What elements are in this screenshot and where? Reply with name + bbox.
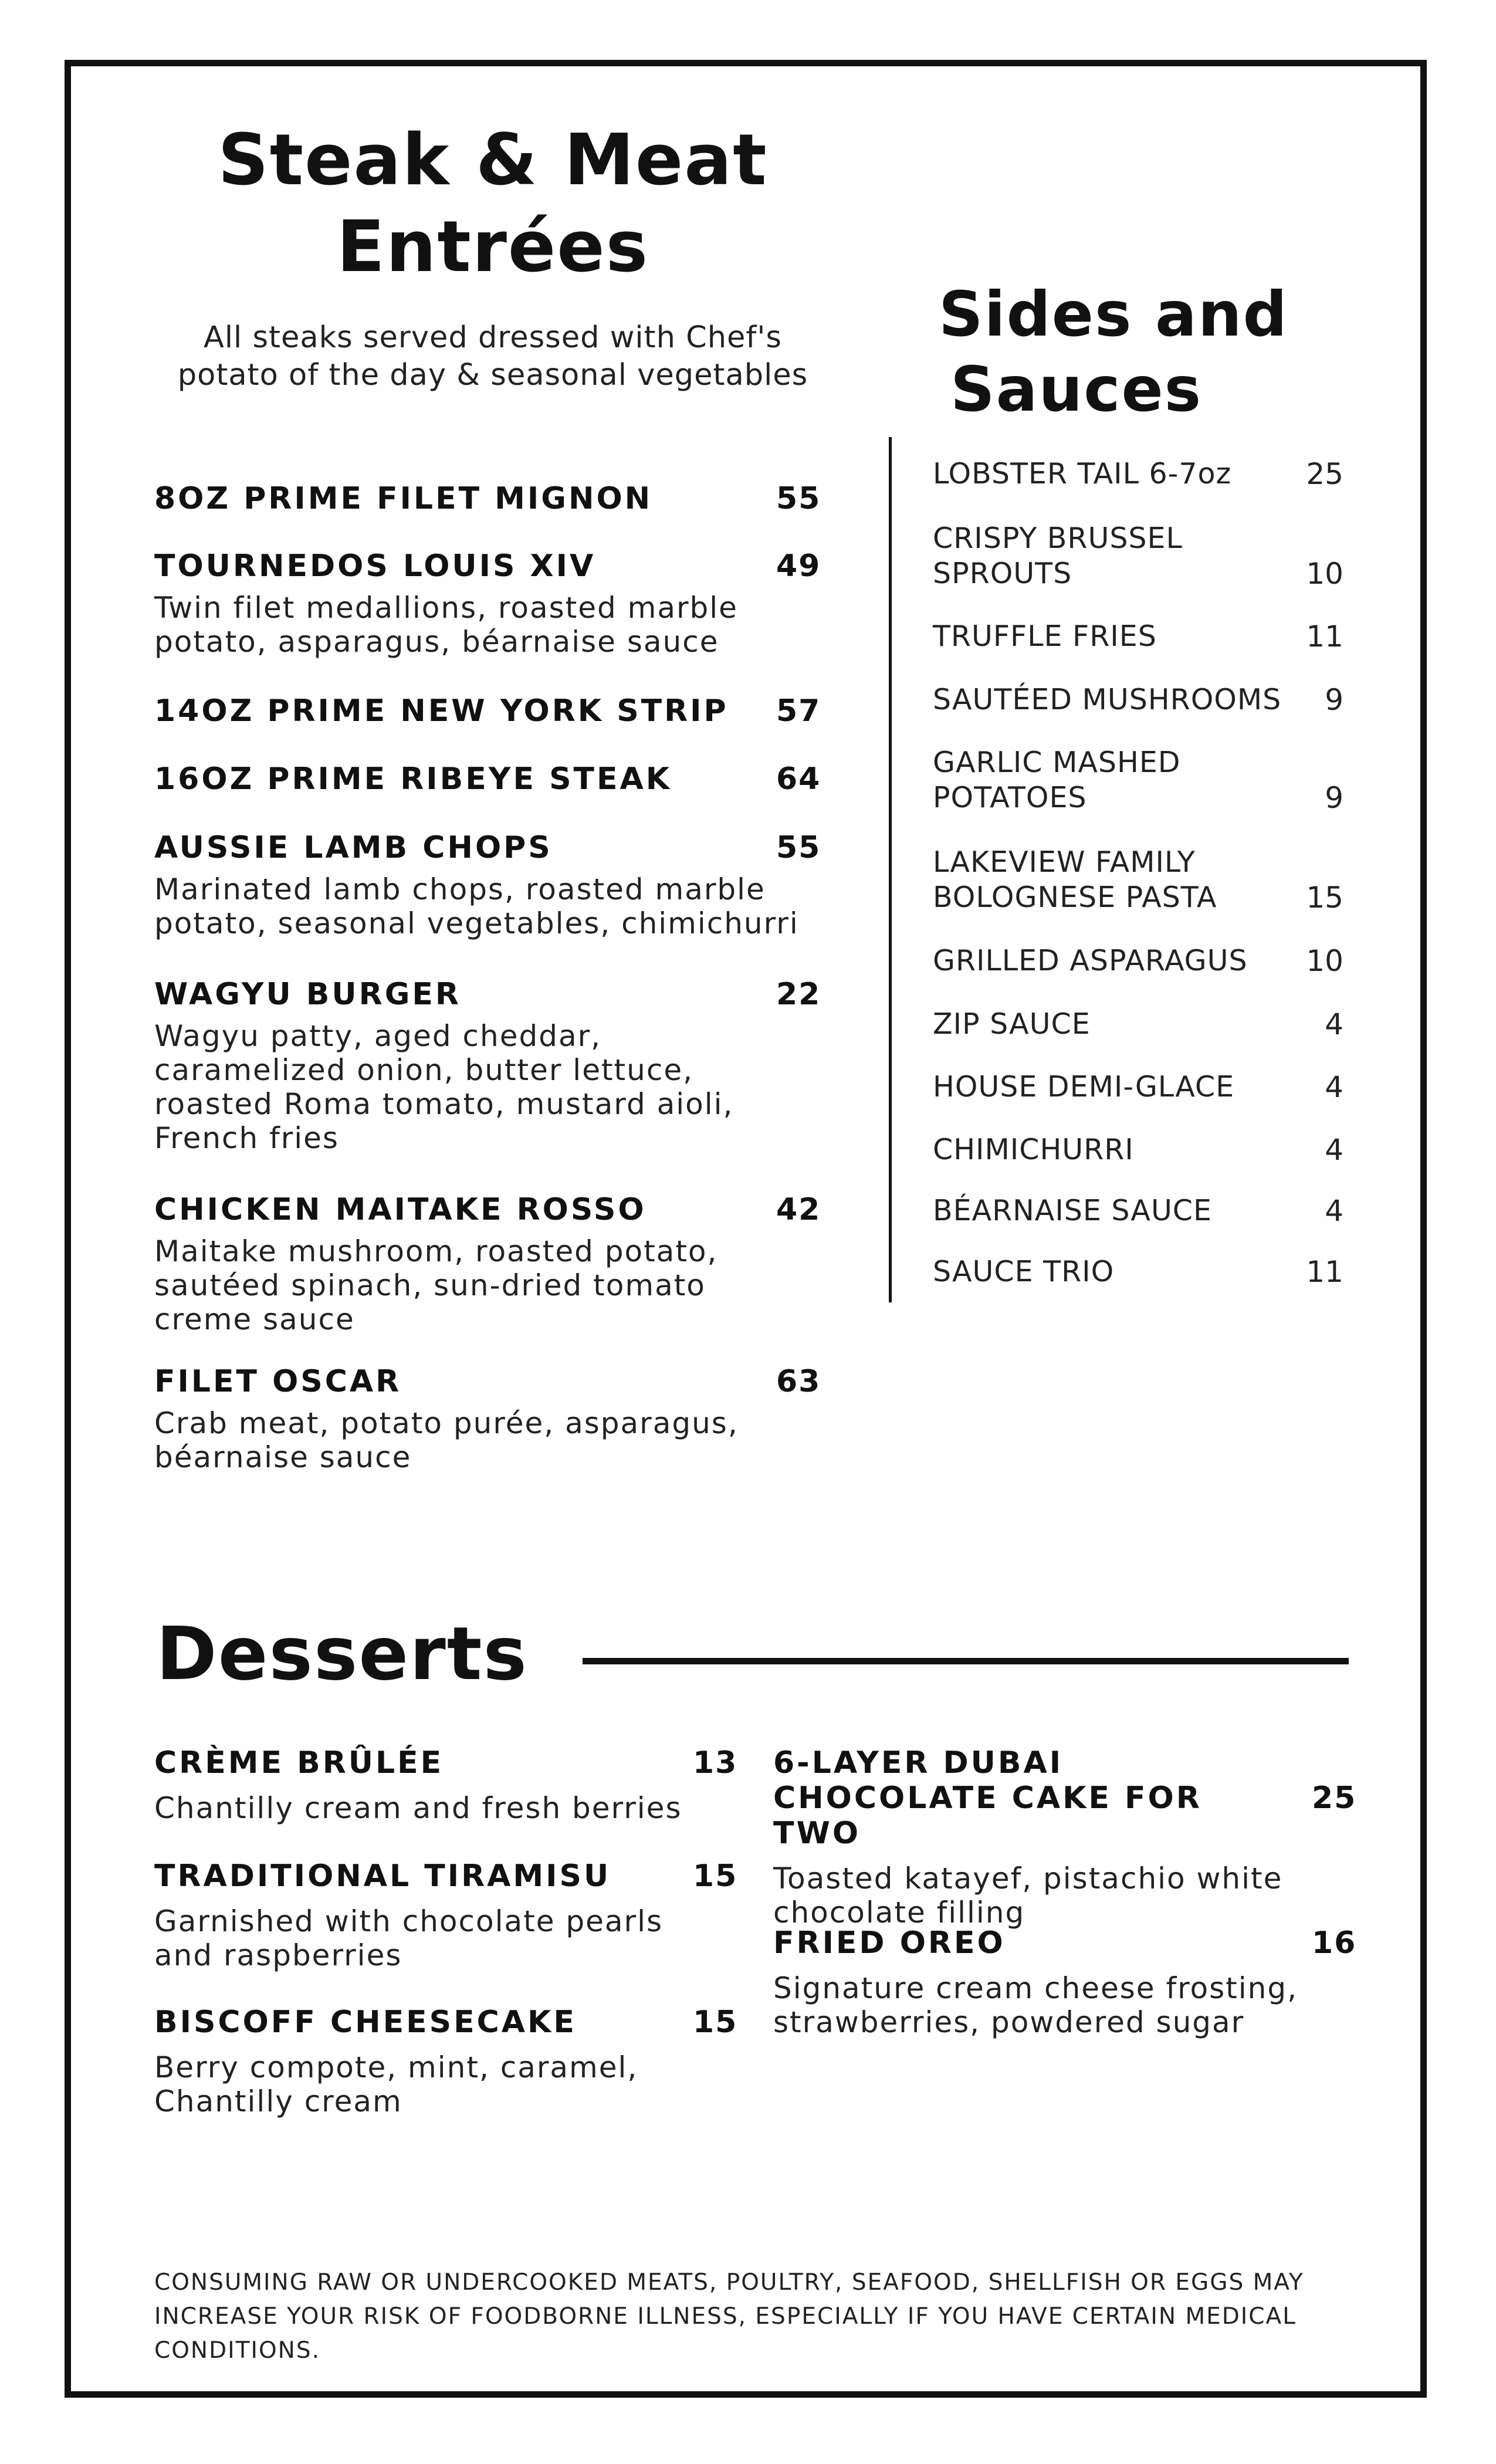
dessert-item [154,1745,738,1825]
item-description: Crab meat, potato purée, asparagus, béarnaise sauce [154,1406,739,1474]
entree-item [154,761,821,797]
side-price: 25 [1306,457,1343,491]
side-item [933,1007,1343,1042]
entrees-subtitle: All steaks served dressed with Chef's potato of the day & seasonal vegetables [177,320,808,392]
item-price: 15 [693,1859,738,1894]
side-name: SAUCE TRIO [933,1255,1115,1288]
side-price: 11 [1306,1255,1343,1289]
item-name: FILET OSCAR [154,1364,402,1399]
item-description: Toasted katayef, pistachio white chocolate filling [773,1861,1283,1930]
side-price: 9 [1325,683,1343,717]
item-name: CHICKEN MAITAKE ROSSO [154,1192,647,1227]
entree-item [154,830,821,940]
sides-title-line1: Sides and [939,279,1288,350]
item-name: 14OZ PRIME NEW YORK STRIP [154,693,729,729]
entrees-title-line2: Entrées [336,207,649,288]
side-name: GARLIC MASHED POTATOES [933,746,1181,814]
item-description: Marinated lamb chops, roasted marble potato, seasonal vegetables, chimichurri [154,872,799,940]
side-item [933,1254,1343,1289]
desserts-rule [583,1658,1349,1664]
side-price: 4 [1325,1007,1343,1041]
item-price: 15 [693,2005,738,2040]
item-name: 8OZ PRIME FILET MIGNON [154,481,653,516]
entree-item [154,1364,821,1474]
item-name: TRADITIONAL TIRAMISU [154,1859,611,1894]
item-price: 13 [693,1745,738,1781]
side-name: LOBSTER TAIL 6-7oz [933,457,1232,490]
item-description: Signature cream cheese frosting, strawberries, powdered sugar [773,1971,1298,2039]
side-item [933,1132,1343,1167]
side-name: TRUFFLE FRIES [933,620,1157,653]
dessert-item [154,2005,738,2118]
side-name: CRISPY BRUSSEL SPROUTS [933,522,1183,590]
item-price: 64 [776,761,821,797]
side-price: 10 [1306,557,1343,591]
dessert-item [773,1925,1357,2039]
side-price: 4 [1325,1194,1343,1228]
side-price: 4 [1325,1133,1343,1167]
side-name: CHIMICHURRI [933,1133,1134,1166]
entrees-title-line1: Steak & Meat [218,120,768,201]
side-price: 11 [1306,620,1343,654]
desserts-title: Desserts [156,1612,528,1697]
item-description: Twin filet medallions, roasted marble potato, asparagus, béarnaise sauce [154,591,738,659]
side-item [933,745,1343,815]
side-name: SAUTÉED MUSHROOMS [933,683,1282,716]
item-price: 16 [1312,1925,1357,1961]
sides-title [939,277,1338,427]
side-name: GRILLED ASPARAGUS [933,944,1248,977]
entrees-title [170,117,815,291]
side-item [933,1193,1343,1228]
side-item [933,1069,1343,1105]
item-price: 55 [776,830,821,865]
side-price: 9 [1325,781,1343,815]
item-price: 57 [776,693,821,729]
side-price: 10 [1306,944,1343,978]
side-name: HOUSE DEMI-GLACE [933,1070,1235,1104]
side-price: 4 [1325,1070,1343,1104]
side-name: ZIP SAUCE [933,1007,1091,1041]
item-name: 6-LAYER DUBAI CHOCOLATE CAKE FOR TWO [773,1745,1202,1851]
entree-item [154,549,821,659]
item-price: 63 [776,1364,821,1399]
item-name: AUSSIE LAMB CHOPS [154,830,553,865]
side-item [933,943,1343,979]
side-price: 15 [1306,881,1343,915]
side-item [933,521,1343,591]
item-name: FRIED OREO [773,1925,1006,1961]
entree-item [154,977,821,1155]
item-price: 42 [776,1192,821,1227]
dessert-item [154,1859,738,1972]
entree-item [154,481,821,516]
item-name: TOURNEDOS LOUIS XIV [154,549,596,584]
item-name: CRÈME BRÛLÉE [154,1745,444,1781]
side-item [933,456,1343,492]
entree-item [154,1192,821,1336]
side-item [933,619,1343,654]
item-price: 55 [776,481,821,516]
entree-item [154,693,821,729]
item-description: Maitake mushroom, roasted potato, sautéed spinach, sun-dried tomato creme sauce [154,1234,718,1336]
item-description: Chantilly cream and fresh berries [154,1791,682,1825]
item-price: 22 [776,977,821,1012]
side-name: LAKEVIEW FAMILY BOLOGNESE PASTA [933,845,1217,914]
item-name: WAGYU BURGER [154,977,461,1012]
item-price: 49 [776,549,821,584]
item-price: 25 [1312,1781,1357,1816]
side-item [933,845,1343,915]
food-safety-disclaimer: CONSUMING RAW OR UNDERCOOKED MEATS, POULTRY, SEAFOOD, SHELLFISH OR EGGS MAY INCREASE YOUR RISK OF FOODBORNE ILLNESS, ESPECIALLY IF YOU HAVE CERTAIN MEDICAL CONDITIONS. [154,2269,1304,2364]
item-description: Wagyu patty, aged cheddar, caramelized onion, butter lettuce, roasted Roma tomato, mustard aioli, French fries [154,1019,734,1155]
item-description: Garnished with chocolate pearls and raspberries [154,1904,664,1972]
item-description: Berry compote, mint, caramel, Chantilly cream [154,2050,638,2118]
dessert-item [773,1745,1357,1930]
side-name: BÉARNAISE SAUCE [933,1194,1212,1227]
item-name: BISCOFF CHEESECAKE [154,2005,577,2040]
sides-divider [889,437,892,1302]
item-name: 16OZ PRIME RIBEYE STEAK [154,761,672,797]
sides-title-line2: Sauces [950,354,1203,425]
side-item [933,682,1343,717]
